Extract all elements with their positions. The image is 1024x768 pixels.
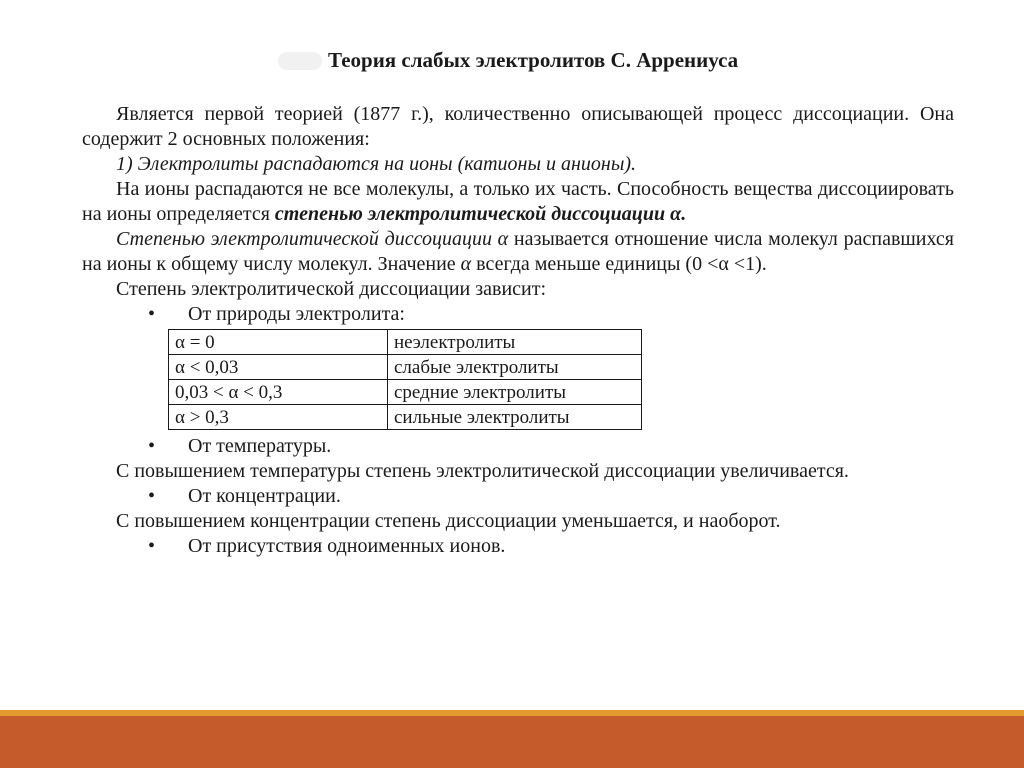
table-cell-alpha: α = 0	[169, 330, 388, 355]
dissociation-table	[168, 329, 642, 430]
footer-band	[0, 716, 1024, 768]
concentration-note: С повышением концентрации степень диссоциации уменьшается, и наоборот.	[116, 510, 781, 532]
alpha-symbol: α	[460, 253, 472, 275]
depends-heading: Степень электролитической диссоциации зависит:	[116, 278, 547, 300]
intro-paragraph: Является первой теорией (1877 г.), количественно описывающей процесс диссоциации. Она содержит 2 основных положения:	[82, 103, 954, 150]
table-cell-type: сильные электролиты	[388, 405, 642, 430]
table-cell-type: слабые электролиты	[388, 355, 642, 380]
table-row	[169, 380, 642, 405]
table-cell-alpha: 0,03 < α < 0,3	[169, 380, 388, 405]
definition-term: Степенью электролитической диссоциации α	[116, 228, 509, 250]
table-cell-type: средние электролиты	[388, 380, 642, 405]
fraction-paragraph-text: На ионы распадаются не все молекулы, а только их часть. Способность вещества диссоциировать на ионы определяется	[82, 178, 954, 225]
point-one	[82, 152, 954, 177]
slide-content	[82, 44, 954, 559]
slide-title: Теория слабых электролитов С. Аррениуса	[328, 48, 739, 72]
point-one-text: 1) Электролиты распадаются на ионы (катионы и анионы).	[116, 153, 637, 175]
table-cell-type: неэлектролиты	[388, 330, 642, 355]
bullet-dot-icon: •	[148, 485, 156, 507]
bullet-nature-text: От природы электролита:	[188, 303, 405, 325]
bullet-temperature-text: От температуры.	[188, 435, 332, 457]
title-row	[82, 44, 954, 80]
bullet-dot-icon: •	[148, 435, 156, 457]
table-row	[169, 405, 642, 430]
bullet-concentration	[82, 484, 954, 509]
bullet-concentration-text: От концентрации.	[188, 485, 341, 507]
degree-term-bold: степенью электролитической диссоциации α.	[274, 203, 687, 225]
bullet-nature	[82, 302, 954, 327]
definition-end: всегда меньше единицы (0 <α <1).	[471, 253, 767, 275]
definition-paragraph	[82, 227, 954, 277]
table-row	[169, 355, 642, 380]
bullet-temperature	[82, 434, 954, 459]
bullet-dot-icon: •	[148, 303, 156, 325]
table-cell-alpha: α < 0,03	[169, 355, 388, 380]
bullet-common-ions-text: От присутствия одноименных ионов.	[188, 535, 506, 557]
bullet-dot-icon: •	[148, 535, 156, 557]
definition-middle: называется отношение числа молекул распавшихся на ионы к общему числу молекул. Значение	[82, 228, 954, 275]
table-cell-alpha: α > 0,3	[169, 405, 388, 430]
fraction-paragraph	[82, 177, 954, 227]
faded-number-mark	[278, 52, 322, 70]
bullet-common-ions	[82, 534, 954, 559]
table-row	[169, 330, 642, 355]
temperature-note: С повышением температуры степень электролитической диссоциации увеличивается.	[116, 460, 849, 482]
